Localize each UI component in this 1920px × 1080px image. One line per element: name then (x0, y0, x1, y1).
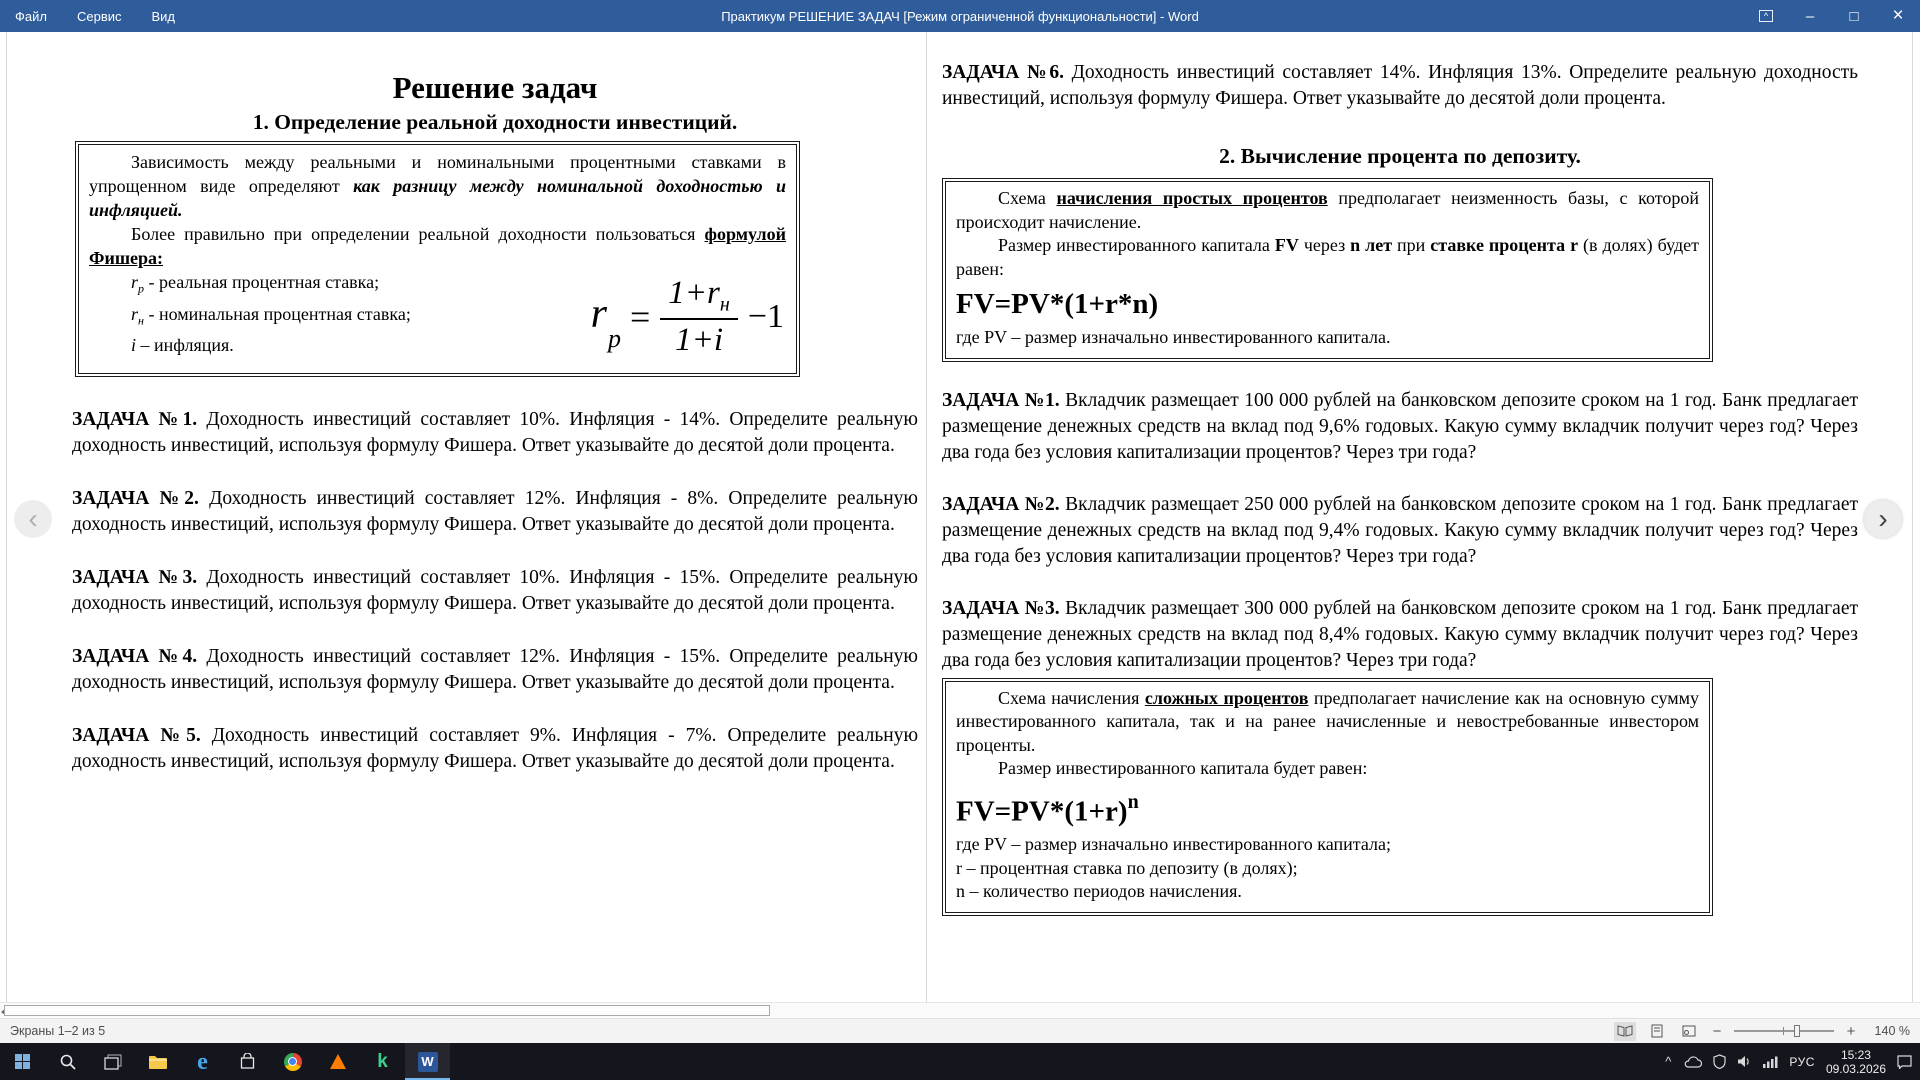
web-layout-icon[interactable] (1678, 1022, 1700, 1041)
task-view-icon[interactable] (90, 1043, 135, 1080)
window-controls (1744, 0, 1920, 32)
page-next-icon[interactable]: › (1864, 500, 1902, 538)
window-title: Практикум РЕШЕНИЕ ЗАДАЧ [Режим ограниченной функциональности] - Word (721, 8, 1199, 24)
task-label: ЗАДАЧА №3. (72, 566, 198, 588)
task-paragraph (72, 486, 918, 538)
task-text: Доходность инвестиций составляет 14%. Инфляция 13%. Определите реальную доходность инвестиций, используя формулу Фишера. Ответ указывайте до десятой доли процента. (942, 62, 1859, 109)
zoom-level[interactable]: 140 % (1874, 1024, 1910, 1038)
page-right-edge (1912, 32, 1913, 1002)
chrome-icon[interactable] (270, 1043, 315, 1080)
tasks-list-page2 (942, 388, 1858, 674)
variable-definitions (89, 270, 411, 365)
emphasis-text: как разницу между номинальной доходностью и инфляцией. (89, 176, 786, 220)
task-text: Доходность инвестиций составляет 9%. Инфляция - 7%. Определите реальную доходность инвестиций, используя формулу Фишера. Ответ указывайте до десятой доли процента. (72, 724, 919, 772)
minimize-icon[interactable]: – (1805, 7, 1815, 25)
language-indicator[interactable]: РУС (1789, 1054, 1815, 1069)
simple-interest-term: начисления простых процентов (1056, 188, 1328, 208)
menu-file[interactable]: Файл (15, 8, 47, 24)
menu-service[interactable]: Сервис (76, 8, 122, 24)
k-app-icon[interactable]: k (377, 1051, 388, 1072)
page-1 (72, 60, 918, 775)
ribbon-display-options-icon[interactable]: ^ (1744, 0, 1788, 32)
formula-note: r – процентная ставка по депозиту (в долях); (956, 857, 1298, 878)
task-text: Доходность инвестиций составляет 10%. Инфляция - 14%. Определите реальную доходность инвестиций, используя формулу Фишера. Ответ указывайте до десятой доли процента. (72, 408, 919, 456)
document-canvas[interactable] (0, 32, 1920, 1002)
fisher-paragraph-1: Зависимость между реальными и номинальными процентными ставками в упрощенном виде определяют как разницу между номинальной доходностью и инфляцией. (89, 152, 786, 220)
page-previous-icon[interactable]: ‹ (14, 500, 52, 538)
vlc-icon[interactable] (315, 1043, 360, 1080)
read-mode-icon[interactable] (1614, 1022, 1636, 1041)
task-label: ЗАДАЧА №4. (72, 645, 198, 667)
task-label: ЗАДАЧА №2. (72, 487, 199, 509)
task-label: ЗАДАЧА №5. (72, 724, 201, 746)
horizontal-scrollbar[interactable] (0, 1002, 1920, 1018)
task-paragraph (942, 492, 1858, 570)
zoom-out-icon[interactable]: − (1712, 1022, 1722, 1040)
task-paragraph (942, 596, 1858, 674)
fisher-paragraph-2: Более правильно при определении реальной доходности пользоваться формулой Фишера: (89, 224, 786, 268)
simple-paragraph-2: Размер инвестированного капитала FV через n лет при ставке процента r (в долях) будет равен: (956, 235, 1699, 279)
print-layout-icon[interactable] (1646, 1022, 1668, 1041)
system-tray (1663, 1043, 1920, 1080)
time: 15:23 (1840, 1047, 1871, 1062)
status-bar (0, 1018, 1920, 1043)
formula-note: n – количество периодов начисления. (956, 881, 1242, 902)
definition-real-rate: $r_p$ - реальная процентная ставка; (131, 272, 380, 296)
cloud-icon[interactable] (1684, 1056, 1702, 1068)
fisher-bottom-row (89, 270, 786, 365)
explorer-icon[interactable] (135, 1043, 180, 1080)
compound-interest-box (942, 678, 1713, 916)
tray-chevron-icon[interactable]: ^ (1665, 1054, 1672, 1069)
statusbar-right (1614, 1022, 1920, 1041)
fisher-formula: $r_p$ = $\frac{1+r_н}{1+i}$ −1 (590, 274, 784, 359)
task-text: Доходность инвестиций составляет 12%. Инфляция - 8%. Определите реальную доходность инвестиций, используя формулу Фишера. Ответ указывайте до десятой доли процента. (72, 487, 918, 535)
page-2 (942, 60, 1858, 916)
zoom-slider[interactable] (1734, 1022, 1834, 1040)
zoom-in-icon[interactable]: + (1846, 1022, 1856, 1040)
windows-taskbar (0, 1043, 1920, 1080)
page-count-status[interactable]: Экраны 1–2 из 5 (10, 1024, 106, 1038)
close-icon[interactable]: × (1892, 5, 1904, 26)
formula-note: где PV – размер изначально инвестированного капитала; (956, 834, 1391, 855)
formula-note: где PV – размер изначально инвестированного капитала. (956, 327, 1391, 347)
task-paragraph (942, 60, 1858, 112)
exponent: n (1127, 790, 1139, 813)
task-text: Доходность инвестиций составляет 10%. Инфляция - 15%. Определите реальную доходность инвестиций, используя формулу Фишера. Ответ указывайте до десятой доли процента. (72, 566, 919, 614)
task-label: ЗАДАЧА №6. (942, 62, 1064, 83)
simple-paragraph-1: Схема начисления простых процентов предполагает неизменность базы, с которой происходит начисление. (956, 188, 1699, 232)
network-icon[interactable] (1763, 1056, 1778, 1068)
task-paragraph (72, 565, 918, 617)
simple-interest-box (942, 178, 1713, 362)
definition-nominal-rate: $r_н$ - номинальная процентная ставка; (131, 303, 411, 328)
clock[interactable] (1826, 1048, 1886, 1076)
zoom-slider-thumb[interactable] (1794, 1025, 1800, 1037)
word-icon[interactable]: W (405, 1043, 450, 1080)
task-paragraph (72, 644, 918, 696)
date: 09.03.2026 (1825, 1061, 1886, 1076)
search-icon[interactable] (45, 1043, 90, 1080)
compound-interest-formula: $FV=PV*(1+r)^n$ (956, 790, 1139, 828)
start-icon[interactable] (0, 1043, 45, 1080)
store-icon[interactable] (225, 1043, 270, 1080)
maximize-icon[interactable]: □ (1849, 7, 1859, 25)
page-left-edge (6, 32, 7, 1002)
compound-paragraph-1: Схема начисления сложных процентов предполагает начисление как на основную сумму инвестированного капитала, так и на ранее начисленные и невостребованные инвестором проценты. (956, 687, 1700, 755)
task-paragraph (72, 407, 918, 459)
task-paragraph (942, 388, 1858, 466)
menu-bar (0, 0, 190, 32)
speaker-icon[interactable] (1737, 1055, 1752, 1068)
section-1-heading: 1. Определение реальной доходности инвестиций. (252, 110, 738, 134)
scrollbar-thumb[interactable] (4, 1005, 770, 1016)
task-text: Вкладчик размещает 300 000 рублей на банковском депозите сроком на 1 год. Банк предлагает размещение денежных средств на вклад под 8,4% годовых. Какую сумму вкладчик получит через год? Через два года без условия капитализации процентов? Через три года? (942, 597, 1859, 671)
compound-paragraph-2: Размер инвестированного капитала будет равен: (998, 758, 1368, 778)
word-title-bar (0, 0, 1920, 32)
page-title: Решение задач (392, 70, 598, 105)
definition-inflation: i – инфляция. (131, 335, 234, 356)
shield-icon[interactable] (1713, 1054, 1726, 1069)
task-paragraph (72, 723, 918, 775)
compound-interest-term: сложных процентов (1144, 687, 1309, 708)
page-divider (926, 32, 927, 1002)
task-label: ЗАДАЧА №3. (942, 597, 1060, 619)
menu-view[interactable]: Вид (151, 8, 176, 24)
section-2-heading: 2. Вычисление процента по депозиту. (1219, 144, 1581, 168)
task-label: ЗАДАЧА №1. (72, 408, 198, 430)
tasks-list-page1 (72, 407, 918, 775)
fisher-formula-label: формулой Фишера: (89, 224, 786, 268)
fisher-formula-box (75, 141, 800, 377)
fraction: $\frac{1+r_н}{1+i}$ (660, 275, 738, 361)
simple-interest-formula: FV=PV*(1+r*n) (956, 288, 1159, 320)
task-text: Доходность инвестиций составляет 12%. Инфляция - 15%. Определите реальную доходность инвестиций, используя формулу Фишера. Ответ указывайте до десятой доли процента. (72, 645, 919, 693)
notification-icon[interactable] (1897, 1055, 1912, 1069)
edge-icon[interactable]: e (197, 1048, 208, 1075)
task-text: Вкладчик размещает 250 000 рублей на банковском депозите сроком на 1 год. Банк предлагает размещение денежных средств на вклад под 9,4% годовых. Какую сумму вкладчик получит через год? Через два года без условия капитализации процентов? Через три года? (942, 493, 1859, 567)
task-text: Вкладчик размещает 100 000 рублей на банковском депозите сроком на 1 год. Банк предлагает размещение денежных средств на вклад под 9,6% годовых. Какую сумму вкладчик получит через год? Через два года без условия капитализации процентов? Через три года? (942, 389, 1859, 463)
task-label: ЗАДАЧА №2. (942, 493, 1060, 515)
task-label: ЗАДАЧА №1. (942, 389, 1060, 411)
